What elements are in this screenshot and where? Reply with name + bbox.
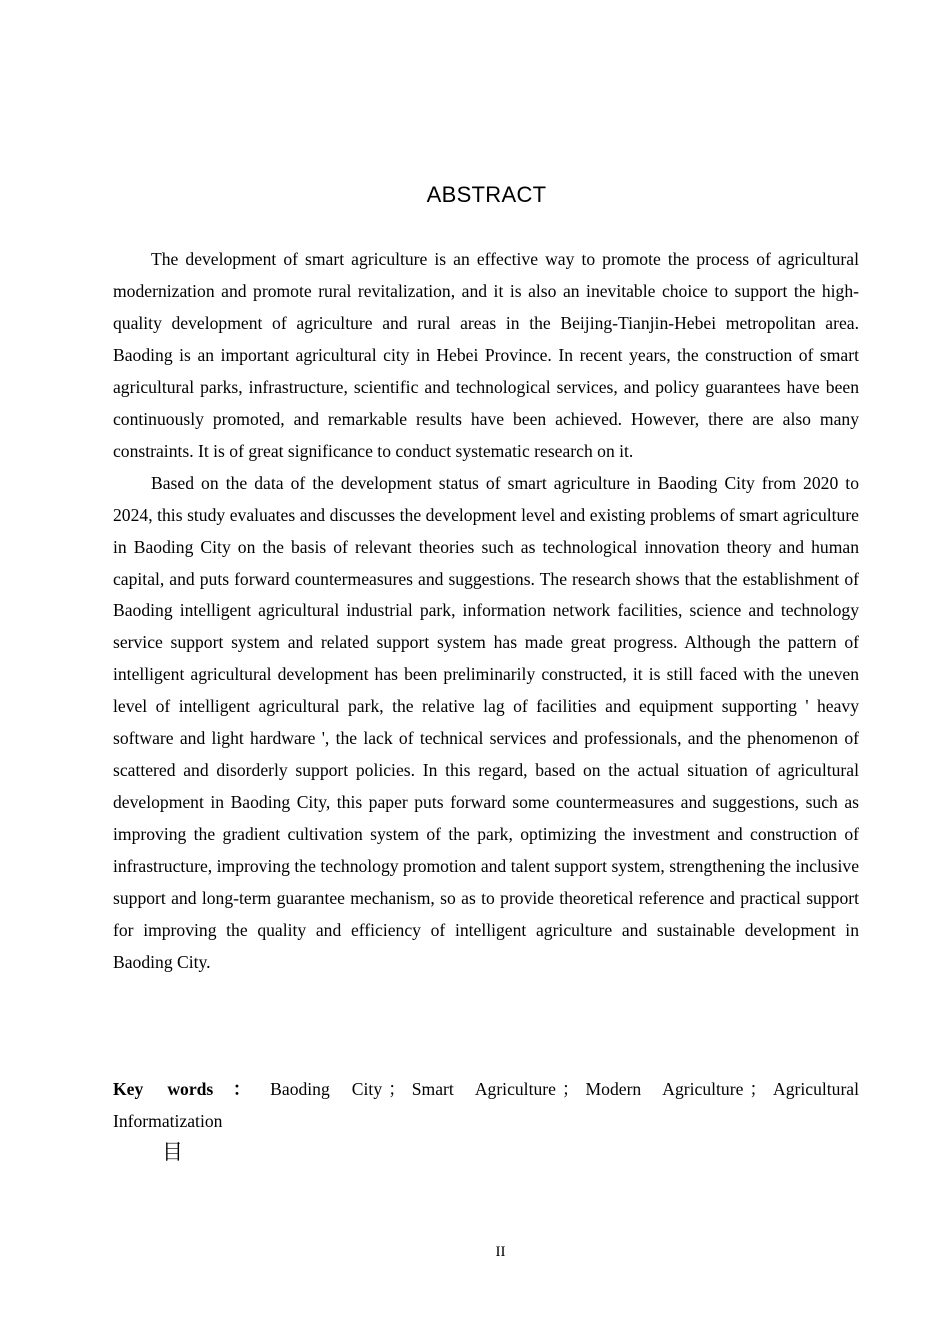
keywords-label-text: Key words xyxy=(113,1079,214,1099)
keywords-line xyxy=(113,1074,859,1138)
keyword-item-2: Smart Agriculture xyxy=(411,1079,556,1099)
keyword-separator-2: ； xyxy=(561,1079,580,1099)
stray-character: 目 xyxy=(162,1140,183,1164)
keyword-item-4: Agricultural Informatization xyxy=(113,1079,859,1131)
abstract-title: ABSTRACT xyxy=(426,182,547,207)
keyword-separator-3: ； xyxy=(749,1079,768,1099)
keyword-separator-1: ； xyxy=(388,1079,406,1099)
abstract-body xyxy=(113,244,859,979)
keywords-label-separator: ： xyxy=(219,1079,265,1099)
keyword-item-1: Baoding City xyxy=(270,1079,383,1099)
keywords-label xyxy=(113,1079,270,1099)
keyword-item-3: Modern Agriculture xyxy=(585,1079,744,1099)
abstract-paragraph-2: Based on the data of the development status of smart agriculture in Baoding City from 2020 to 2024, this study evaluates and discusses the development level and existing problems of smart agriculture in Baoding City on the basis of relevant theories such as technological innovation theory and human capital, and puts forward countermeasures and suggestions. The research shows that the establishment of Baoding intelligent agricultural industrial park, information network facilities, science and technology service support system and related support system has made great progress. Although the pattern of intelligent agricultural development has been preliminarily constructed, it is still faced with the uneven level of intelligent agricultural park, the relative lag of facilities and equipment supporting ' heavy software and light hardware ', the lack of technical services and professionals, and the phenomenon of scattered and disorderly support policies. In this regard, based on the actual situation of agricultural development in Baoding City, this paper puts forward some countermeasures and suggestions, such as improving the gradient cultivation system of the park, optimizing the investment and construction of infrastructure, improving the technology promotion and talent support system, strengthening the inclusive support and long-term guarantee mechanism, so as to provide theoretical reference and practical support for improving the quality and efficiency of intelligent agriculture and sustainable development in Baoding City. xyxy=(113,472,859,972)
page-number: II xyxy=(495,1244,506,1260)
abstract-paragraph-1: The development of smart agriculture is an effective way to promote the process of agricultural modernization and promote rural revitalization, and it is also an inevitable choice to support the high-quality development of agriculture and rural areas in the Beijing-Tianjin-Hebei metropolitan area. Baoding is an important agricultural city in Hebei Province. In recent years, the construction of smart agricultural parks, infrastructure, scientific and technological services, and policy guarantees have been continuously promoted, and remarkable results have been achieved. However, there are also many constraints. It is of great significance to conduct systematic research on it. xyxy=(113,249,859,461)
